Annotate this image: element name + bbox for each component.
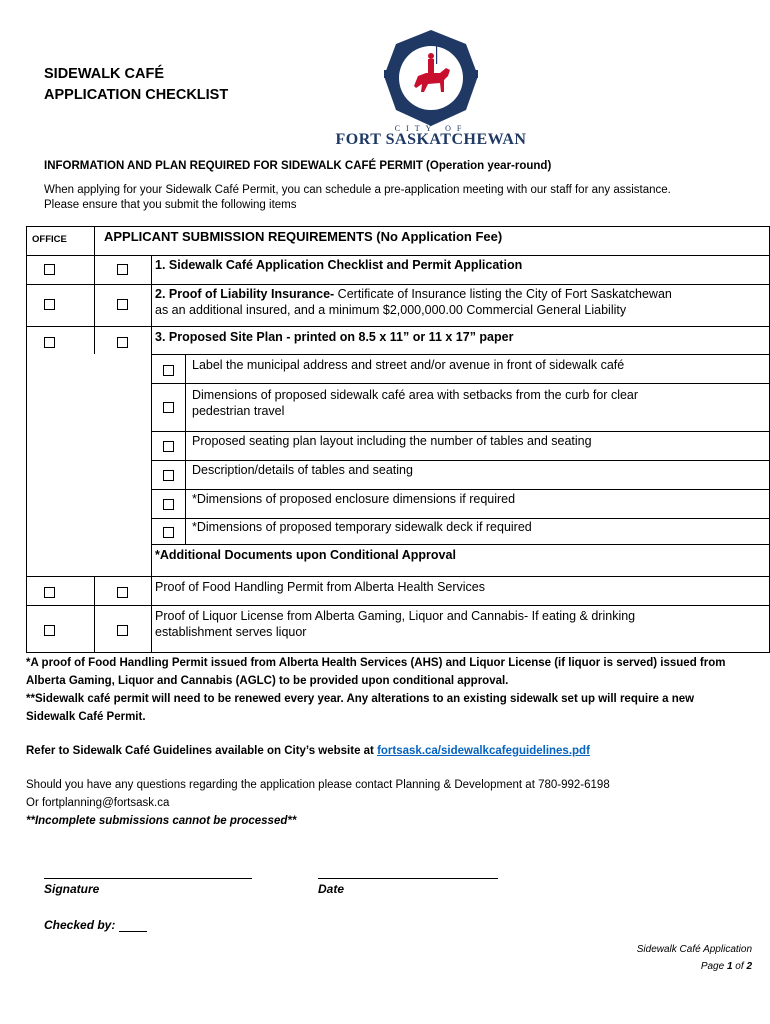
page-separator: of — [732, 961, 747, 972]
site-plan-item-2-line-1: Dimensions of proposed sidewalk café area with setbacks from the curb for clear — [192, 388, 639, 402]
title-line-2: APPLICATION CHECKLIST — [44, 87, 229, 103]
checked-by-line[interactable] — [119, 931, 147, 932]
requirement-2 — [155, 286, 767, 318]
site-plan-checkbox-5[interactable] — [163, 499, 174, 510]
office-checkbox-1[interactable] — [44, 264, 55, 275]
applicant-checkbox-3[interactable] — [117, 337, 128, 348]
guidelines-reference — [26, 742, 756, 760]
section-heading: INFORMATION AND PLAN REQUIRED FOR SIDEWALK CAFÉ PERMIT (Operation year-round) — [44, 160, 552, 172]
site-plan-item-4: Description/details of tables and seating — [192, 463, 413, 477]
contact-info — [26, 776, 610, 830]
additional-documents-heading: *Additional Documents upon Conditional Approval — [155, 548, 456, 562]
note-2-line-2: Sidewalk Café Permit. — [26, 711, 146, 723]
office-column-header: OFFICE — [32, 234, 67, 245]
requirement-liquor-line-2: establishment serves liquor — [155, 625, 307, 639]
requirement-food-permit: Proof of Food Handling Permit from Alberta Health Services — [155, 580, 486, 594]
office-checkbox-liquor[interactable] — [44, 625, 55, 636]
logo-city-of: CITY OF — [394, 124, 468, 133]
site-plan-item-2-line-2: pedestrian travel — [192, 404, 285, 418]
applicant-checkbox-liquor[interactable] — [117, 625, 128, 636]
footer-page-number — [701, 961, 752, 972]
requirement-2-text: Certificate of Insurance listing the City of Fort Saskatchewan — [334, 287, 672, 301]
intro-text — [44, 183, 744, 213]
contact-email: Or fortplanning@fortsask.ca — [26, 797, 170, 809]
signature-label: Signature — [44, 882, 100, 896]
office-checkbox-2[interactable] — [44, 299, 55, 310]
page-prefix: Page — [700, 961, 727, 972]
site-plan-checkbox-1[interactable] — [163, 365, 174, 376]
intro-line-1: When applying for your Sidewalk Café Permit, you can schedule a pre-application meeting with our staff for any assistance. — [44, 184, 671, 196]
document-title — [44, 64, 228, 106]
date-label: Date — [318, 882, 345, 896]
site-plan-checkbox-2[interactable] — [163, 402, 174, 413]
site-plan-item-6: *Dimensions of proposed temporary sidewalk deck if required — [192, 520, 532, 534]
requirement-2-title: 2. Proof of Liability Insurance- — [155, 287, 335, 301]
site-plan-item-3: Proposed seating plan layout including the number of tables and seating — [192, 434, 592, 448]
requirements-column-header: APPLICANT SUBMISSION REQUIREMENTS (No Application Fee) — [104, 229, 503, 244]
site-plan-checkbox-4[interactable] — [163, 470, 174, 481]
guidelines-link[interactable]: fortsask.ca/sidewalkcafeguidelines.pdf — [377, 745, 590, 757]
site-plan-item-5: *Dimensions of proposed enclosure dimensions if required — [192, 492, 516, 506]
signature-line[interactable] — [44, 878, 252, 879]
page-current: 1 — [726, 961, 733, 972]
requirement-1: 1. Sidewalk Café Application Checklist and Permit Application — [155, 258, 523, 272]
office-checkbox-food[interactable] — [44, 587, 55, 598]
applicant-checkbox-1[interactable] — [117, 264, 128, 275]
site-plan-checkbox-6[interactable] — [163, 527, 174, 538]
requirement-liquor-license — [155, 608, 767, 640]
title-line-1: SIDEWALK CAFÉ — [44, 66, 165, 82]
note-2-line-1: **Sidewalk café permit will need to be renewed every year. Any alterations to an existing sidewalk set up will require a new — [26, 693, 695, 705]
intro-line-2: Please ensure that you submit the following items — [44, 199, 297, 211]
requirement-liquor-line-1: Proof of Liquor License from Alberta Gaming, Liquor and Cannabis- If eating & drinking — [155, 609, 636, 623]
contact-line-1: Should you have any questions regarding the application please contact Planning & Development at 780-992-6198 — [26, 779, 610, 791]
site-plan-item-2 — [192, 387, 638, 419]
applicant-checkbox-2[interactable] — [117, 299, 128, 310]
date-line[interactable] — [318, 878, 498, 879]
note-conditional-approval — [26, 654, 756, 690]
applicant-checkbox-food[interactable] — [117, 587, 128, 598]
office-checkbox-3[interactable] — [44, 337, 55, 348]
checked-by-label: Checked by: — [44, 918, 116, 932]
incomplete-warning: **Incomplete submissions cannot be processed** — [26, 815, 297, 827]
requirement-3: 3. Proposed Site Plan - printed on 8.5 x 11” or 11 x 17” paper — [155, 330, 514, 344]
guidelines-text: Refer to Sidewalk Café Guidelines available on City’s website at — [26, 745, 378, 757]
note-renewal — [26, 690, 756, 726]
note-1-line-1: *A proof of Food Handling Permit issued from Alberta Health Services (AHS) and Liquor License (if liquor is served) issued from — [26, 657, 726, 669]
note-1-line-2: Alberta Gaming, Liquor and Cannabis (AGLC) to be provided upon conditional approval. — [26, 675, 509, 687]
site-plan-checkbox-3[interactable] — [163, 441, 174, 452]
page-total: 2 — [746, 961, 752, 972]
site-plan-item-1: Label the municipal address and street and/or avenue in front of sidewalk café — [192, 358, 625, 372]
logo-city-name: FORT SASKATCHEWAN — [335, 131, 527, 148]
requirement-2-line-2: as an additional insured, and a minimum $2,000,000.00 Commercial General Liability — [155, 303, 627, 317]
footer-doc-name: Sidewalk Café Application — [636, 944, 752, 955]
